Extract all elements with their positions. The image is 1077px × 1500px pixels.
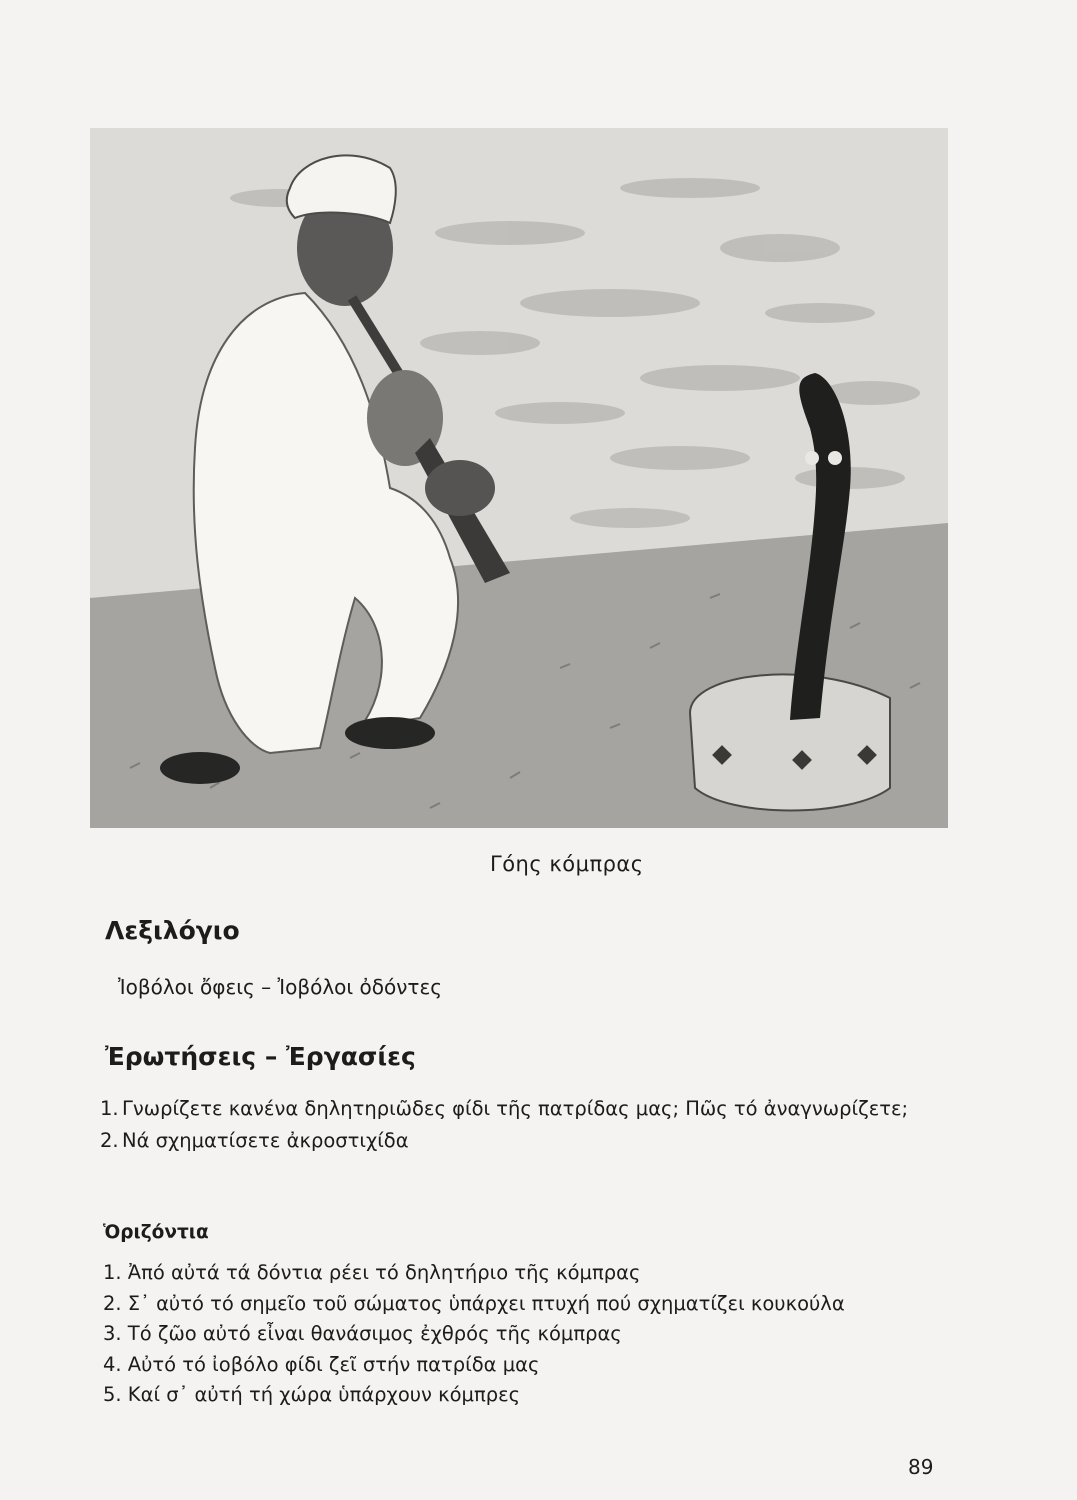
across-clue: 5. Καί σ᾽ αὐτή τή χώρα ὑπάρχουν κόμπρες bbox=[103, 1383, 521, 1406]
across-clue: 4. Αὐτό τό ἰοβόλο φίδι ζεῖ στήν πατρίδα μας bbox=[103, 1352, 540, 1376]
question-text: Νά σχηματίσετε ἀκροστιχίδα bbox=[122, 1129, 409, 1152]
page-number: 89 bbox=[908, 1455, 934, 1479]
vocabulary-heading: Λεξιλόγιο bbox=[105, 916, 240, 945]
question-number: 1. bbox=[100, 1097, 119, 1120]
across-clue: 3. Τό ζῶο αὐτό εἶναι θανάσιμος ἐχθρός τῆς κόμπρας bbox=[103, 1322, 622, 1345]
question-item bbox=[100, 1094, 980, 1124]
question-text: Γνωρίζετε κανένα δηλητηριῶδες φίδι τῆς πατρίδας μας; Πῶς τό ἀναγνωρίζετε; bbox=[122, 1097, 909, 1120]
image-caption: Γόης κόμπρας bbox=[490, 852, 644, 876]
questions-heading: Ἐρωτήσεις – Ἐργασίες bbox=[105, 1042, 416, 1071]
across-clue: 1. Ἀπό αὐτά τά δόντια ρέει τό δηλητήριο τῆς κόμπρας bbox=[103, 1261, 641, 1284]
across-clue: 2. Σ᾽ αὐτό τό σημεῖο τοῦ σώματος ὑπάρχει πτυχή πού σχηματίζει κουκούλα bbox=[103, 1291, 845, 1315]
across-clues-list bbox=[103, 1258, 983, 1411]
question-number: 2. bbox=[100, 1129, 119, 1152]
across-heading: Ὁριζόντια bbox=[103, 1222, 209, 1243]
question-item bbox=[100, 1126, 980, 1156]
questions-list bbox=[100, 1094, 980, 1156]
snake-charmer-illustration bbox=[90, 128, 948, 828]
vocabulary-terms: Ἰοβόλοι ὄφεις – Ἰοβόλοι ὀδόντες bbox=[118, 975, 442, 999]
